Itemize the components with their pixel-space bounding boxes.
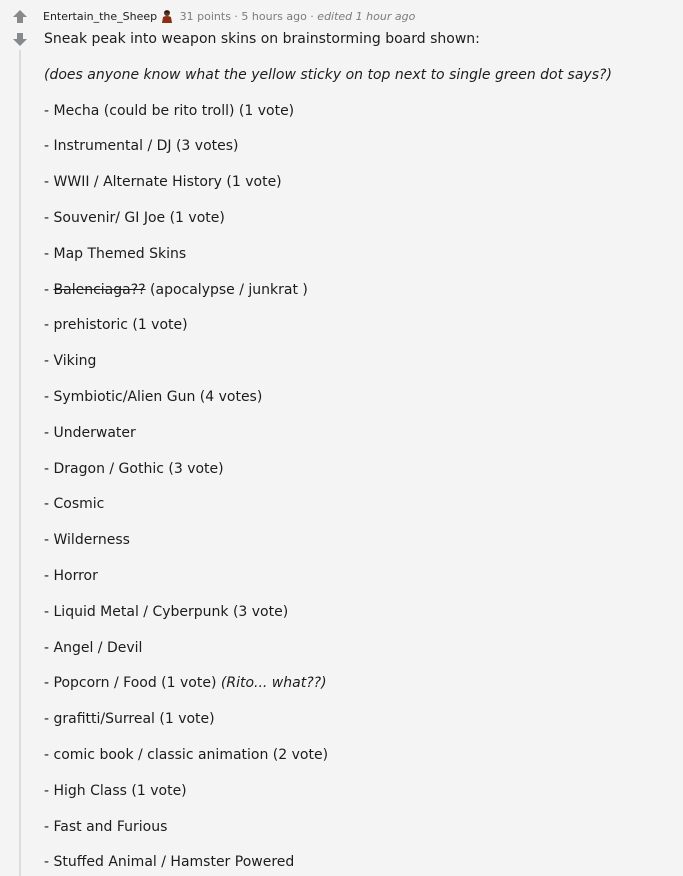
list-item: - WWII / Alternate History (1 vote) xyxy=(44,174,282,191)
list-item: - High Class (1 vote) xyxy=(44,782,187,799)
author-link[interactable]: Entertain_the_Sheep xyxy=(43,10,158,23)
list-item: - Dragon / Gothic (3 vote) xyxy=(44,460,224,477)
list-item: - Symbiotic/Alien Gun (4 votes) xyxy=(44,388,263,405)
list-item xyxy=(44,674,674,692)
user-avatar-icon[interactable] xyxy=(160,9,174,23)
list-item: - Underwater xyxy=(44,424,136,441)
list-item: - Souvenir/ GI Joe (1 vote) xyxy=(44,209,225,226)
comment-intro: Sneak peak into weapon skins on brainstorming board shown: xyxy=(44,31,480,47)
list-item: - Stuffed Animal / Hamster Powered xyxy=(44,854,295,871)
downvote-button[interactable] xyxy=(10,30,30,48)
list-item: - comic book / classic animation (2 vote) xyxy=(44,746,329,763)
vote-column xyxy=(10,8,30,48)
comment-question: (does anyone know what the yellow sticky on top next to single green dot says?) xyxy=(44,66,612,83)
list-item: - Mecha (could be rito troll) (1 vote) xyxy=(44,102,295,119)
comment-body xyxy=(44,30,674,876)
list-item-prefix: - xyxy=(44,281,54,298)
arrow-up-icon xyxy=(10,8,30,26)
list-item xyxy=(44,281,674,299)
list-item: - Instrumental / DJ (3 votes) xyxy=(44,138,239,155)
separator: · xyxy=(310,10,314,23)
list-item: - Cosmic xyxy=(44,496,105,513)
list-item: - Wilderness xyxy=(44,532,130,549)
list-item-text: - Popcorn / Food (1 vote) xyxy=(44,675,221,692)
list-item: - Map Themed Skins xyxy=(44,245,187,262)
thread-line[interactable] xyxy=(19,50,21,876)
strikethrough-text: Balenciaga?? xyxy=(53,281,146,298)
separator: · xyxy=(234,10,238,23)
post-time[interactable]: 5 hours ago xyxy=(241,10,307,23)
list-item: - Viking xyxy=(44,353,97,370)
points-count: 31 points xyxy=(179,10,231,23)
list-item: - prehistoric (1 vote) xyxy=(44,317,188,334)
list-item-rest: (apocalypse / junkrat ) xyxy=(145,281,308,298)
arrow-down-icon xyxy=(10,30,30,48)
list-item: - grafitti/Surreal (1 vote) xyxy=(44,711,215,728)
list-item: - Angel / Devil xyxy=(44,639,143,656)
italic-aside: (Rito... what??) xyxy=(220,675,327,692)
list-item: - Horror xyxy=(44,567,98,584)
comment-header xyxy=(43,9,415,25)
edited-time: edited 1 hour ago xyxy=(317,10,416,23)
upvote-button[interactable] xyxy=(10,8,30,26)
list-item: - Fast and Furious xyxy=(44,818,168,835)
list-item: - Liquid Metal / Cyberpunk (3 vote) xyxy=(44,603,289,620)
